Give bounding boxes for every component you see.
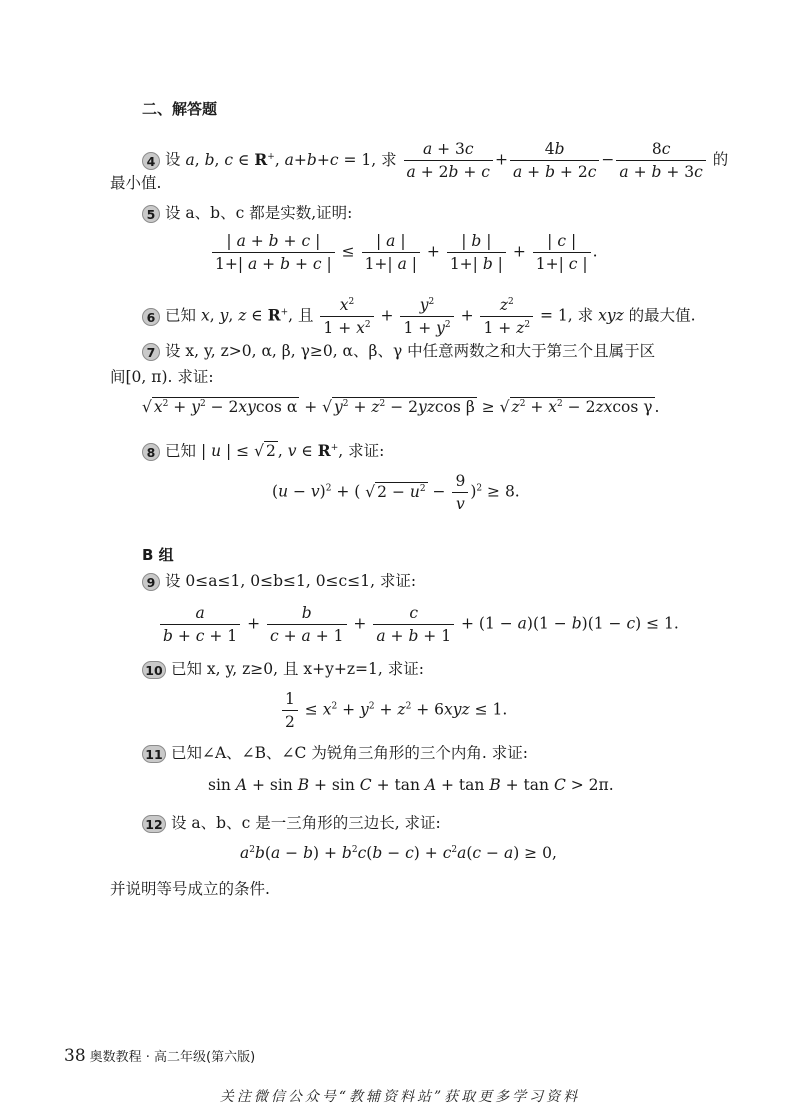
problem-text: 设 a、b、c 都是实数,证明: xyxy=(165,204,353,222)
section-title: 二、解答题 xyxy=(142,100,218,118)
formula-7: √ $x^2 + y^2 - 2xycos$ α + √ $y^2 + z^2 - 2yzcos$ β ≥ √ $z^2 + x^2 - 2zxcos$ γ . xyxy=(142,398,660,416)
problem-text: 已知 x, y, z≥0, 且 x+y+z=1, 求证: xyxy=(171,660,424,678)
problem-text: 已知 xyxy=(165,442,197,460)
book-title: 奥数教程 · 高二年级(第六版) xyxy=(89,1050,256,1065)
problem-12-continuation: 并说明等号成立的条件. xyxy=(110,880,270,898)
fraction: $\frac{a + 3c}{a + 2b + c}$ xyxy=(404,140,493,181)
formula-11: sin A + sin B + sin C + tan A + tan B + tan C > 2π. xyxy=(208,776,614,794)
problem-text: 设 0≤a≤1, 0≤b≤1, 0≤c≤1, 求证: xyxy=(165,572,417,590)
formula-10: $\frac{1}{2}$ ≤ $x^2 + y^2 + z^2 + 6xyz \le 1$. xyxy=(280,690,507,731)
problem-text: 设 a、b、c 是一三角形的三边长, 求证: xyxy=(171,814,441,832)
problem-number: 10 xyxy=(142,661,166,679)
problem-7 xyxy=(142,340,655,362)
problem-6: 6 已知 x, y, z ∈ R+, 且 $\frac{x^2}{1 + x^2}$ + $\frac{y^2}{1 + y^2}$ + $\frac{z^2}{1 + z^2}$ = 1, 求 xyz 的最大值. xyxy=(142,296,696,337)
formula-8: $(u - v)^2$ + ( √ $2 - u^2$ − $\frac{9}{v}$ )$^2$ ≥ 8. xyxy=(272,472,520,513)
problem-text: 设 xyxy=(165,150,181,169)
problem-number: 6 xyxy=(142,308,160,326)
problem-number: 11 xyxy=(142,745,166,763)
problem-text: 已知 xyxy=(165,306,197,325)
formula-9: $\frac{a}{b + c + 1}$ + $\frac{b}{c + a + 1}$ + $\frac{c}{a + b + 1}$ + (1 − a)(1 − b)(1 − c) ≤ 1. xyxy=(158,604,679,645)
problem-text: 已知∠A、∠B、∠C 为锐角三角形的三个内角. 求证: xyxy=(171,744,528,762)
formula-5: $\frac{| a + b + c |}{1+| a + b + c |}$ ≤ $\frac{| a |}{1+| a |}$ + $\frac{| b |}{1+| b |}$ + $\frac{| c |}{1+| c |}$ . xyxy=(210,232,598,273)
problem-9 xyxy=(142,570,416,592)
watermark: 关注微信公众号“教辅资料站”获取更多学习资料 xyxy=(219,1089,581,1105)
problem-12 xyxy=(142,812,441,834)
problem-number: 9 xyxy=(142,573,160,591)
fraction: $\frac{4b}{a + b + 2c}$ xyxy=(510,140,599,181)
problem-number: 7 xyxy=(142,343,160,361)
group-b-heading: B 组 xyxy=(142,546,174,564)
problem-4-condition: a, b, c ∈ R+, a+b+c = 1, 求 xyxy=(185,149,397,169)
formula-12: $a^2b(a - b) + b^2c(b - c) + c^2a(c - a) \ge 0$, xyxy=(240,844,557,862)
problem-8: 8 已知 | u | ≤ √ 2 , v ∈ R+, 求证: xyxy=(142,440,384,462)
problem-text: 设 x, y, z>0, α, β, γ≥0, α、β、γ 中任意两数之和大于第三个且属于区 xyxy=(165,342,656,360)
problem-4-continuation: 最小值. xyxy=(110,174,162,192)
problem-number: 12 xyxy=(142,815,166,833)
problem-number: 5 xyxy=(142,205,160,223)
fraction: $\frac{8c}{a + b + 3c}$ xyxy=(616,140,705,181)
problem-number: 4 xyxy=(142,152,160,170)
problem-11 xyxy=(142,742,528,764)
problem-7-continuation: 间[0, π). 求证: xyxy=(110,368,214,386)
problem-4: 4 设 a, b, c ∈ R+, a+b+c = 1, 求 $\frac{a + 3c}{a + 2b + c}$ + $\frac{4b}{a + b + 2c}$ − $\frac{8c}{a + b + 3c}$ 的 xyxy=(142,140,728,181)
page-footer xyxy=(64,1046,255,1066)
problem-10 xyxy=(142,658,424,680)
page-number: 38 xyxy=(64,1046,86,1066)
problem-number: 8 xyxy=(142,443,160,461)
problem-5 xyxy=(142,202,352,224)
